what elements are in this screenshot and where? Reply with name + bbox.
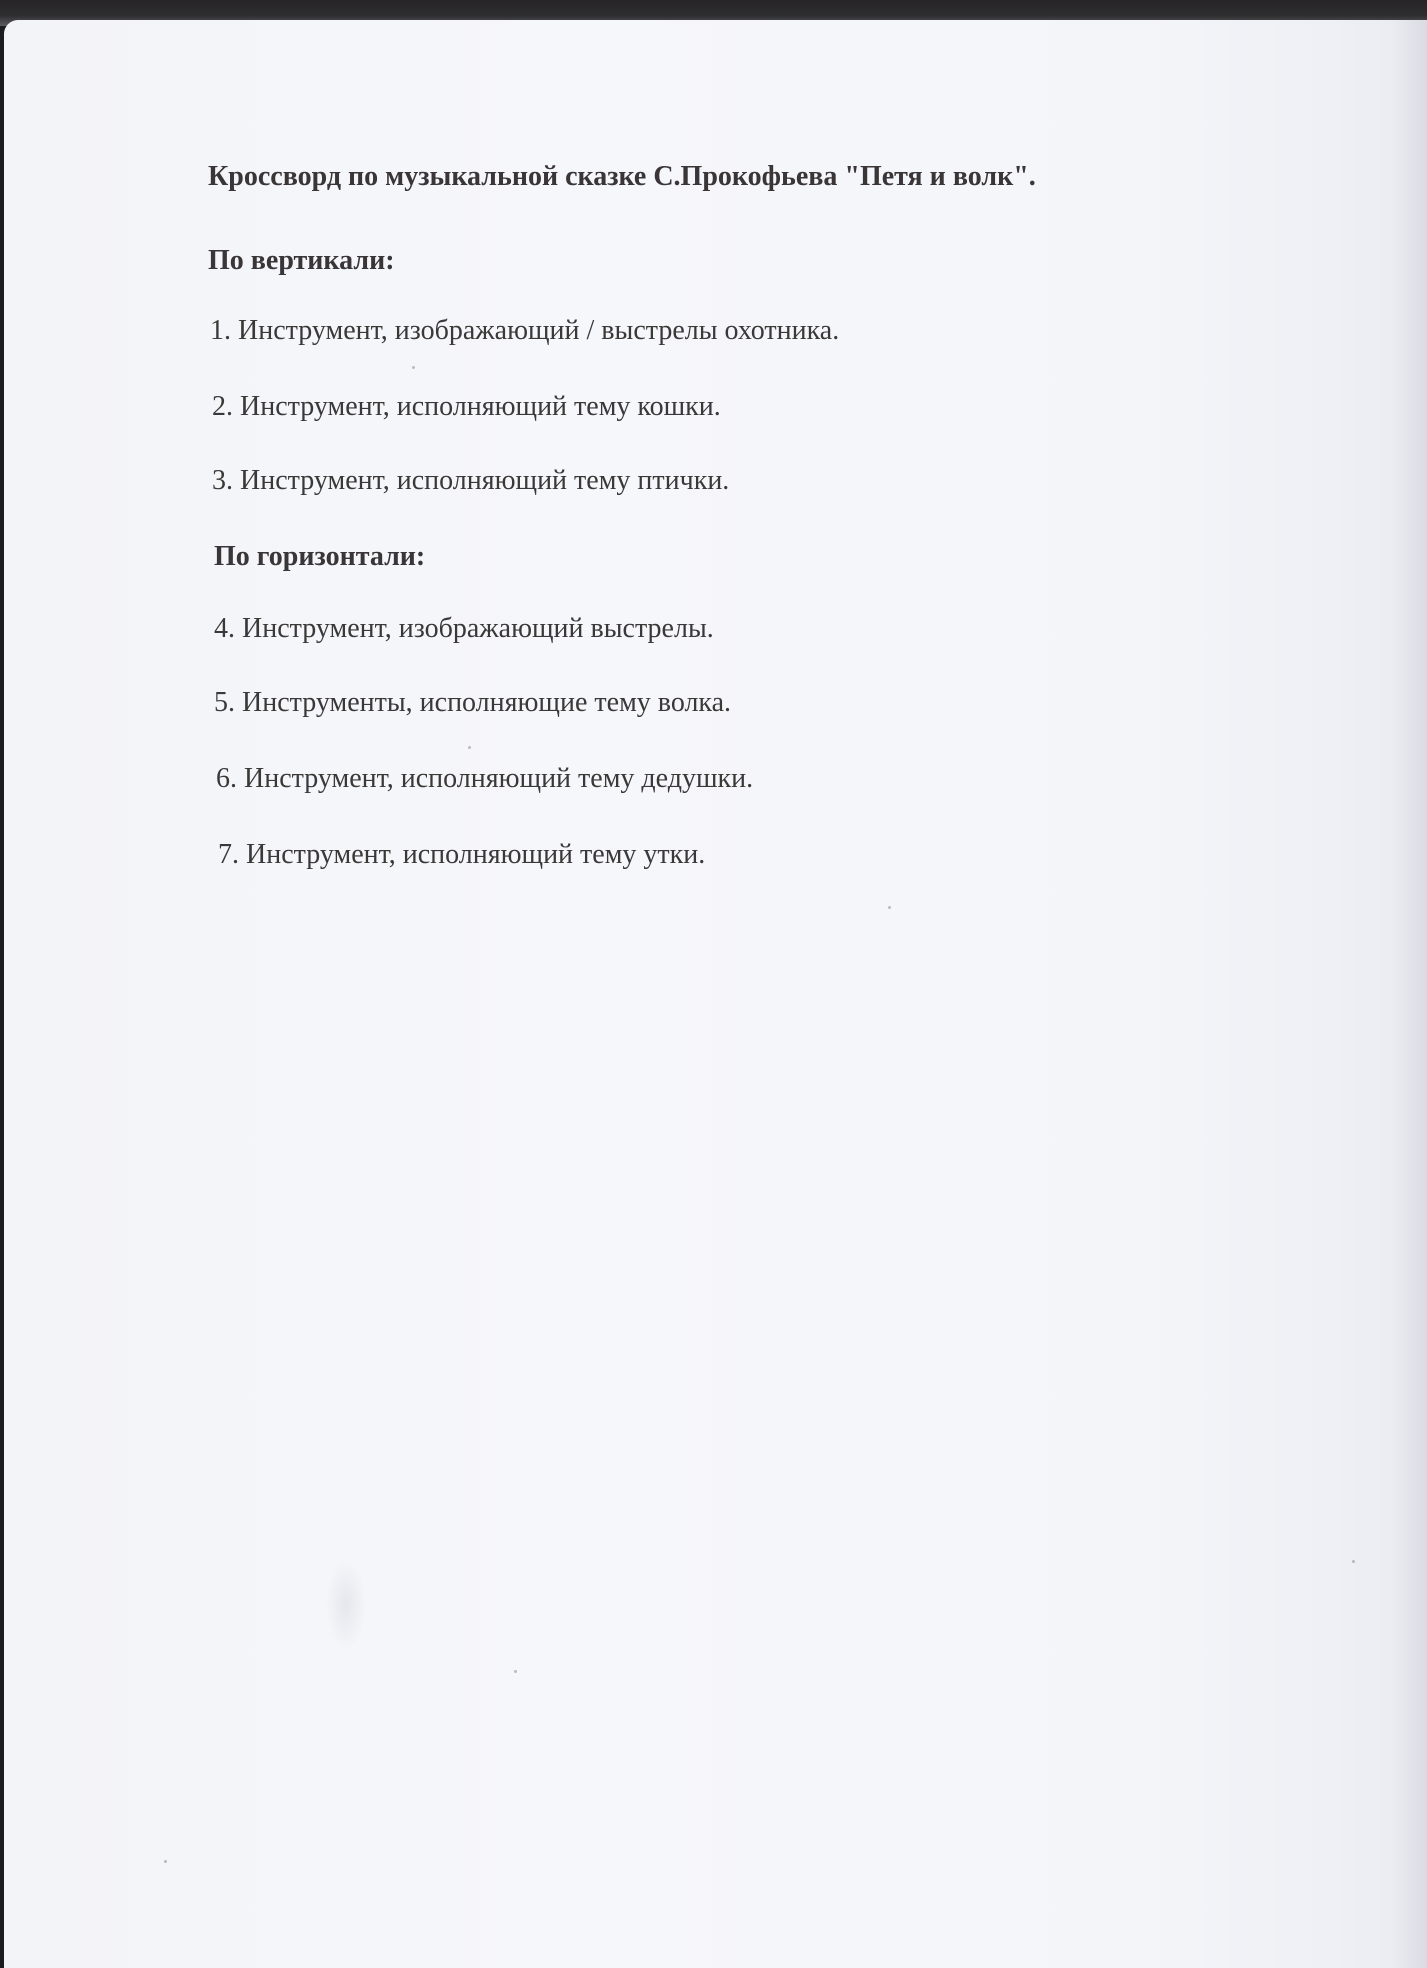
- paper-speck: [1352, 1560, 1355, 1563]
- document-title: Кроссворд по музыкальной сказке С.Прокофьева "Петя и волк".: [208, 161, 1036, 192]
- clue-5: 5. Инструменты, исполняющие тему волка.: [214, 687, 732, 718]
- clue-4: 4. Инструмент, изображающий выстрелы.: [214, 613, 714, 644]
- paper-sheet: [4, 20, 1427, 1968]
- paper-speck: [514, 1670, 517, 1673]
- clue-7: 7. Инструмент, исполняющий тему утки.: [218, 839, 706, 870]
- paper-edge-shadow: [1391, 20, 1427, 1968]
- clue-3: 3. Инструмент, исполняющий тему птички.: [212, 465, 730, 496]
- paper-smudge: [326, 1560, 366, 1650]
- paper-speck: [412, 366, 415, 369]
- clue-1: 1. Инструмент, изображающий / выстрелы охотника.: [210, 315, 840, 346]
- paper-speck: [468, 746, 471, 749]
- vertical-heading: По вертикали:: [208, 245, 395, 276]
- clue-2: 2. Инструмент, исполняющий тему кошки.: [212, 391, 721, 422]
- paper-speck: [888, 906, 891, 909]
- paper-speck: [164, 1860, 167, 1863]
- horizontal-heading: По горизонтали:: [214, 541, 426, 572]
- clue-6: 6. Инструмент, исполняющий тему дедушки.: [216, 763, 754, 794]
